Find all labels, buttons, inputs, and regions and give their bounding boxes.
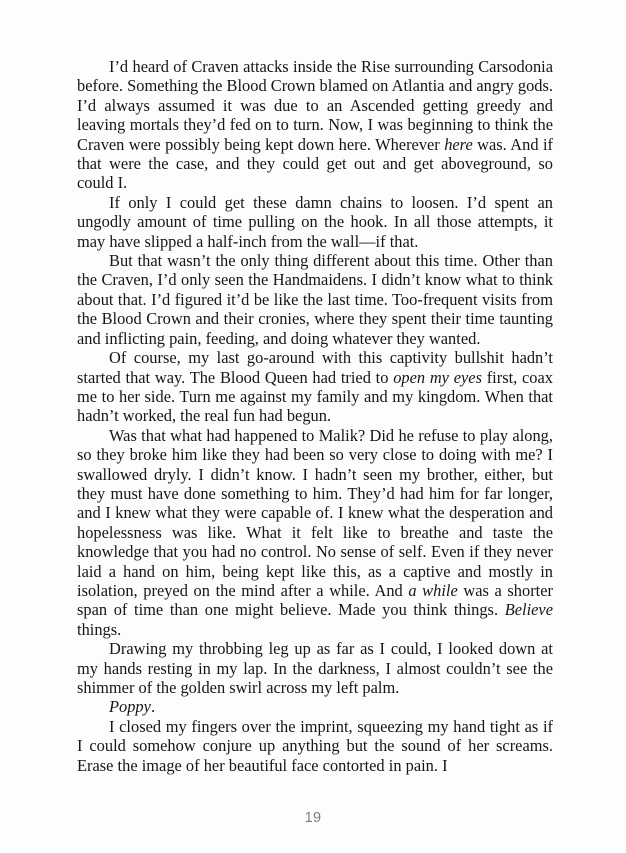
page-text-body — [77, 57, 553, 775]
paragraph — [77, 697, 553, 716]
paragraph — [77, 639, 553, 697]
text-run: was a shorter span of time than one might believe. Made you think things. — [77, 580, 553, 620]
text-run: If only I could get these damn chains to loosen. I’d spent an ungodly amount of time pulling on the hook. In all those attempts, it may have slipped a half-inch from the wall—if that. — [77, 192, 553, 251]
paragraph — [77, 348, 553, 426]
text-run: Was that what had happened to Malik? Did he refuse to play along, so they broke him like they had been so very close to doing with me? I swallowed dryly. I didn’t know. I hadn’t seen my brother, either, but they must have done something to him. They’d had him for far longer, and I knew what they were capable of. I knew what the desperation and hopelessness was like. What it felt like to breathe and taste the knowledge that you had no control. No sense of self. Even if they never laid a hand on him, being kept like this, as a captive and mostly in isolation, preyed on the mind after a while. And — [77, 425, 553, 600]
text-run: But that wasn’t the only thing different about this time. Other than the Craven, I’d only seen the Handmaidens. I didn’t know what to think about that. I’d figured it’d be like the last time. Too-frequent visits from the Blood Crown and their cronies, where they spent their time taunting and inflicting pain, feeding, and doing whatever they wanted. — [77, 251, 553, 348]
paragraph — [77, 193, 553, 251]
italic-run: here — [444, 134, 473, 154]
text-run: Drawing my throbbing leg up as far as I could, I looked down at my hands resting in my lap. In the darkness, I almost couldn’t see the shimmer of the golden swirl across my left palm. — [77, 639, 553, 697]
text-run: things. — [77, 619, 122, 639]
text-run: was. And if that were the case, and they could get out and get aboveground, so could I. — [77, 134, 553, 193]
text-run: first, coax me to her side. Turn me against my family and my kingdom. When that hadn’t worked, the real fun had begun. — [77, 367, 553, 426]
text-run: I’d heard of Craven attacks inside the Rise surrounding Carsodonia before. Something the Blood Crown blamed on Atlantia and angry gods. I’d always assumed it was due to an Ascended getting greedy and leaving mortals they’d fed on to turn. Now, I was beginning to think the Craven were possibly being kept down here. Wherever — [77, 57, 553, 154]
italic-run: open my eyes — [393, 367, 482, 387]
italic-run: Believe — [504, 600, 553, 620]
italic-run: a while — [408, 580, 458, 600]
text-run: . — [150, 697, 156, 717]
paragraph — [77, 251, 553, 348]
italic-run: Poppy — [109, 697, 151, 717]
paragraph — [77, 426, 553, 639]
text-run: I closed my fingers over the imprint, squeezing my hand tight as if I could somehow conjure up anything but the sound of her screams. Erase the image of her beautiful face contorted in pain. I — [77, 716, 553, 775]
paragraph — [77, 57, 553, 193]
text-run: Of course, my last go-around with this captivity bullshit hadn’t started that way. The Blood Queen had tried to — [77, 348, 553, 387]
paragraph — [77, 717, 553, 775]
page-number: 19 — [304, 810, 322, 826]
